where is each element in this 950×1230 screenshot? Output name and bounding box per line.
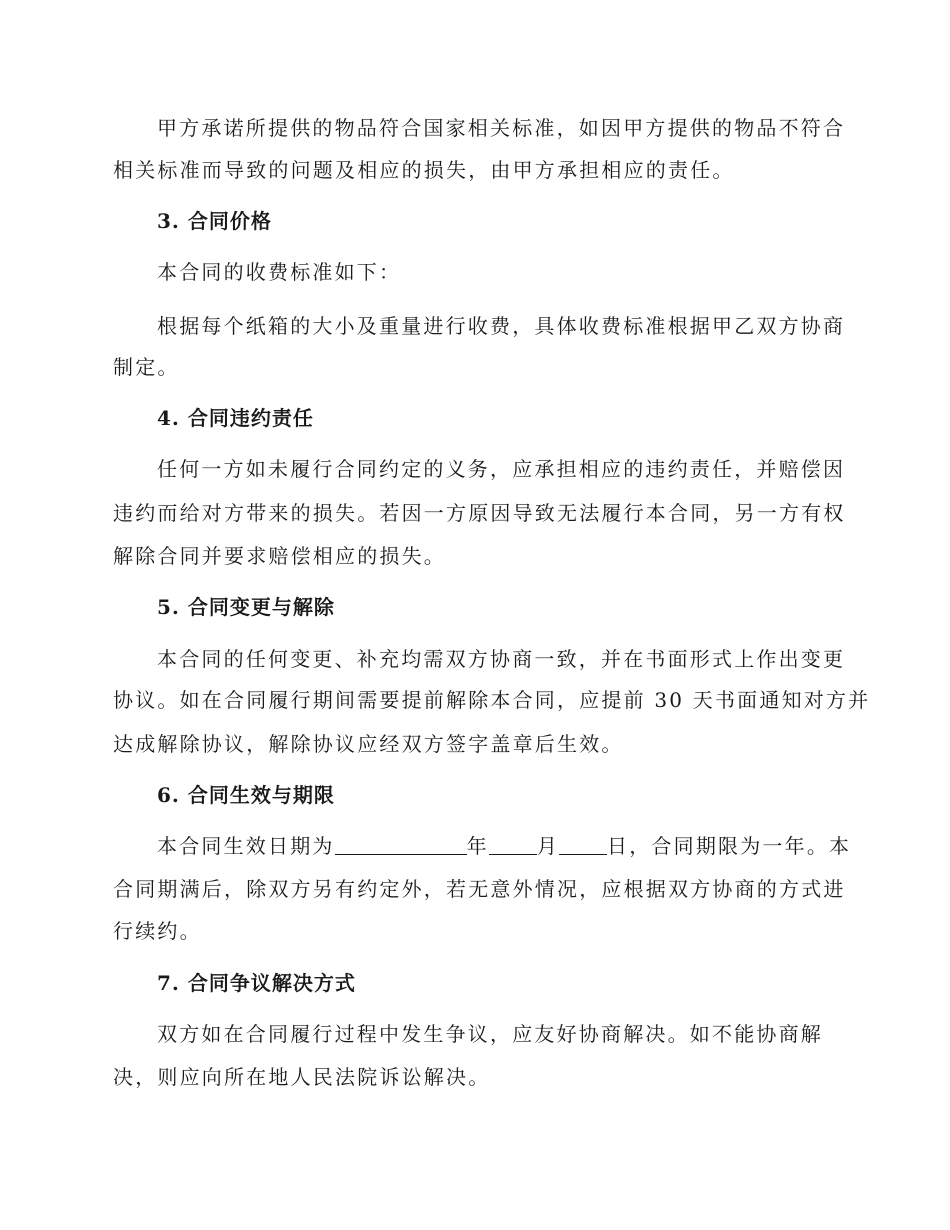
paragraph-line: 制定。 <box>113 355 180 379</box>
section-heading-change: 5. 合同变更与解除 <box>157 595 335 619</box>
paragraph-line: 违约而给对方带来的损失。若因一方原因导致无法履行本合同，另一方有权 <box>113 501 846 525</box>
effective-date-line <box>157 833 851 859</box>
paragraph-line: 任何一方如未履行合同约定的义务，应承担相应的违约责任，并赔偿因 <box>157 457 846 481</box>
paragraph-text: 日，合同期限为一年。本 <box>607 834 852 858</box>
section-heading-breach: 4. 合同违约责任 <box>157 406 314 430</box>
paragraph-line: 行续约。 <box>113 919 202 943</box>
paragraph-text: 本合同生效日期为 <box>157 834 335 858</box>
paragraph-line: 达成解除协议，解除协议应经双方签字盖章后生效。 <box>113 732 624 756</box>
year-label: 年 <box>466 834 489 858</box>
date-blank-month <box>489 834 537 855</box>
date-blank-day <box>559 834 607 855</box>
month-label: 月 <box>536 834 560 858</box>
paragraph-line: 协议。如在合同履行期间需要提前解除本合同，应提前 30 天书面通知对方并 <box>113 688 871 712</box>
paragraph-line: 相关标准而导致的问题及相应的损失，由甲方承担相应的责任。 <box>113 158 735 182</box>
paragraph-line: 甲方承诺所提供的物品符合国家相关标准，如因甲方提供的物品不符合 <box>157 116 846 140</box>
paragraph-line: 根据每个纸箱的大小及重量进行收费，具体收费标准根据甲乙双方协商 <box>157 314 846 338</box>
date-blank-year <box>335 834 467 855</box>
section-heading-effect: 6. 合同生效与期限 <box>157 783 335 807</box>
paragraph-line: 本合同的收费标准如下： <box>157 260 402 284</box>
section-heading-dispute: 7. 合同争议解决方式 <box>157 971 356 995</box>
paragraph-line: 决，则应向所在地人民法院诉讼解决。 <box>113 1065 491 1089</box>
section-heading-price: 3. 合同价格 <box>157 209 272 233</box>
paragraph-line: 合同期满后，除双方另有约定外，若无意外情况，应根据双方协商的方式进 <box>113 877 846 901</box>
paragraph-line: 双方如在合同履行过程中发生争议，应友好协商解决。如不能协商解 <box>157 1022 823 1046</box>
paragraph-line: 解除合同并要求赔偿相应的损失。 <box>113 544 446 568</box>
paragraph-line: 本合同的任何变更、补充均需双方协商一致，并在书面形式上作出变更 <box>157 647 846 671</box>
